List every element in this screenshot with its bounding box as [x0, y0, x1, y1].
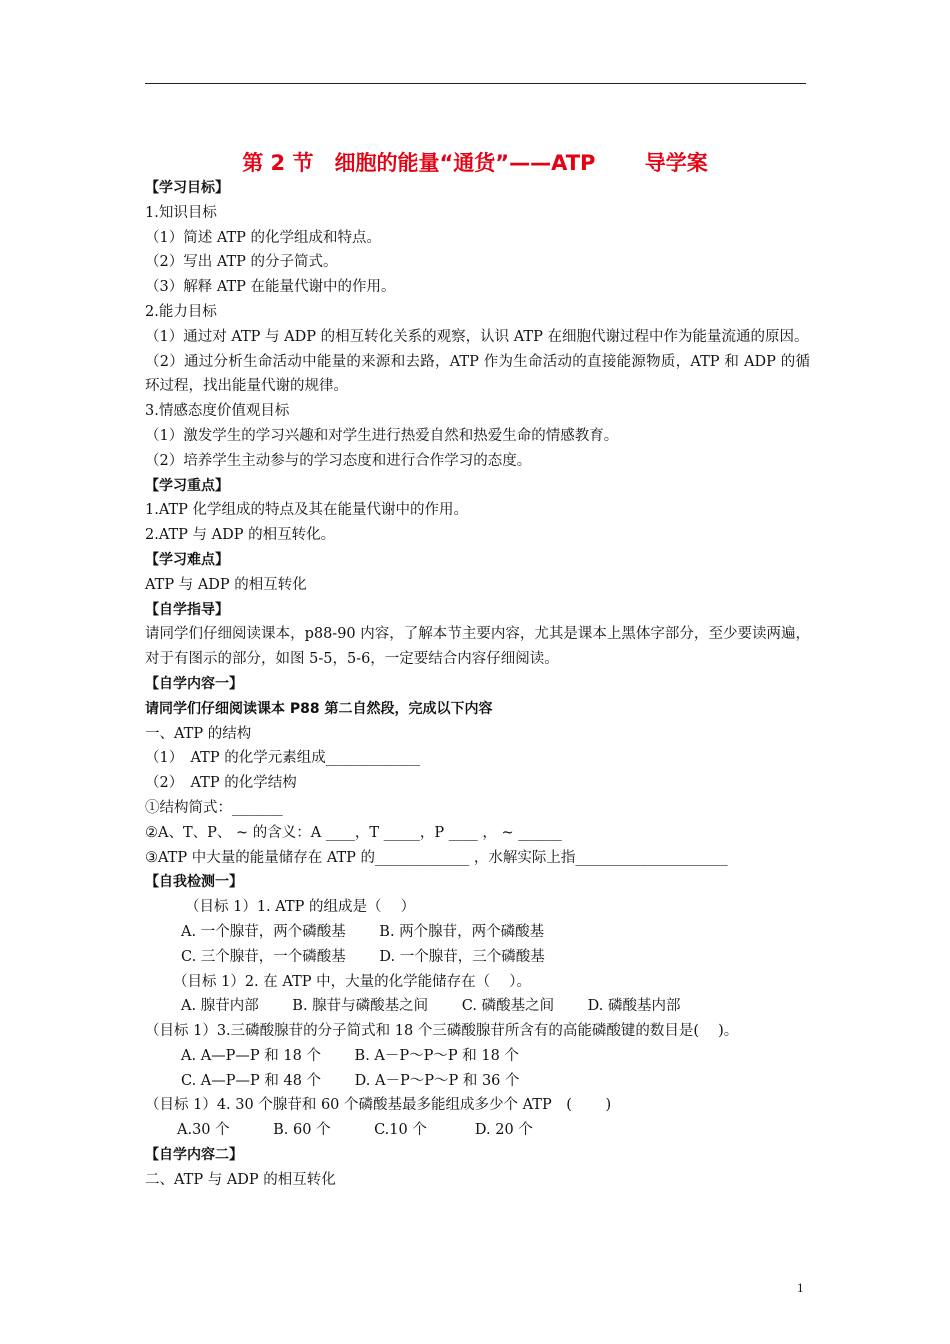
- question-3-options: C. A—P—P 和 48 个 D. A－P～P～P 和 36 个: [181, 1072, 520, 1089]
- question-1-options: C. 三个腺苷，一个磷酸基 D. 一个腺苷，三个磷酸基: [181, 948, 545, 965]
- goal-knowledge-item: （1）简述 ATP 的化学组成和特点。: [145, 229, 382, 246]
- goal-ability-item: （1）通过对 ATP 与 ADP 的相互转化关系的观察，认识 ATP 在细胞代谢过程中作为能量流通的原因。: [145, 328, 809, 345]
- goal-ability-item: （2）通过分析生命活动中能量的来源和去路，ATP 作为生命活动的直接能源物质，ATP 和 ADP 的循环过程，找出能量代谢的规律。: [145, 353, 810, 395]
- question-3: （目标 1）3.三磷酸腺苷的分子简式和 18 个三磷酸腺苷所含有的高能磷酸键的数目是( )。: [145, 1023, 739, 1040]
- document-body: [145, 176, 810, 1193]
- section-heading-content-1: 【自学内容一】: [145, 675, 243, 692]
- section-heading-goals: 【学习目标】: [145, 180, 229, 196]
- content-1-heading: 一、ATP 的结构: [145, 725, 252, 742]
- question-4: （目标 1）4. 30 个腺苷和 60 个磷酸基最多能组成多少个 ATP ( ): [145, 1097, 612, 1114]
- question-2: （目标 1）2. 在 ATP 中，大量的化学能储存在（ ）。: [173, 973, 531, 990]
- content-1-item: （1） ATP 的化学元素组成_____________: [145, 750, 420, 767]
- page-number: 1: [797, 1280, 804, 1295]
- header-rule: [145, 83, 806, 84]
- content-1-intro: 请同学们仔细阅读课本 P88 第二自然段，完成以下内容: [145, 700, 493, 717]
- section-heading-self-test-1: 【自我检测一】: [145, 874, 243, 891]
- question-4-options: A.30 个 B. 60 个 C.10 个 D. 20 个: [177, 1122, 533, 1139]
- content-1-item: （2） ATP 的化学结构: [145, 775, 297, 792]
- content-1-subitem: ③ATP 中大量的能量储存在 ATP 的_____________ ，水解实际上指_____________________: [145, 849, 728, 866]
- goal-knowledge-item: （3）解释 ATP 在能量代谢中的作用。: [145, 279, 396, 296]
- content-1-subitem: ②A、T、P、 ~ 的含义：A ____，T _____，P ____ ， ~ ______: [145, 824, 562, 841]
- goal-ability: 2.能力目标: [145, 303, 217, 320]
- goal-attitude: 3.情感态度价值观目标: [145, 403, 290, 420]
- key-point: 2.ATP 与 ADP 的相互转化。: [145, 527, 336, 544]
- section-heading-difficulty: 【学习难点】: [145, 551, 229, 568]
- question-2-options: A. 腺苷内部 B. 腺苷与磷酸基之间 C. 磷酸基之间 D. 磷酸基内部: [181, 998, 681, 1015]
- section-heading-guide: 【自学指导】: [145, 601, 229, 618]
- content-2-heading: 二、ATP 与 ADP 的相互转化: [145, 1171, 336, 1188]
- question-1: （目标 1）1. ATP 的组成是（ ）: [185, 899, 416, 916]
- difficulty-point: ATP 与 ADP 的相互转化: [145, 576, 307, 593]
- goal-knowledge: 1.知识目标: [145, 204, 217, 221]
- guide-paragraph: 请同学们仔细阅读课本，p88-90 内容，了解本节主要内容，尤其是课本上黑体字部分，至少要读两遍，对于有图示的部分，如图 5-5，5-6，一定要结合内容仔细阅读。: [145, 626, 810, 668]
- question-1-options: A. 一个腺苷，两个磷酸基 B. 两个腺苷，两个磷酸基: [181, 923, 545, 940]
- section-heading-key: 【学习重点】: [145, 477, 229, 494]
- section-heading-content-2: 【自学内容二】: [145, 1147, 243, 1164]
- content-1-subitem: ①结构简式：_______: [145, 799, 283, 816]
- goal-knowledge-item: （2）写出 ATP 的分子简式。: [145, 254, 338, 271]
- goal-attitude-item: （1）激发学生的学习兴趣和对学生进行热爱自然和热爱生命的情感教育。: [145, 427, 619, 444]
- page-title: 第 2 节 细胞的能量“通货”——ATP 导学案: [242, 151, 708, 175]
- key-point: 1.ATP 化学组成的特点及其在能量代谢中的作用。: [145, 502, 469, 519]
- goal-attitude-item: （2）培养学生主动参与的学习态度和进行合作学习的态度。: [145, 452, 532, 469]
- question-3-options: A. A—P—P 和 18 个 B. A－P～P～P 和 18 个: [181, 1047, 519, 1064]
